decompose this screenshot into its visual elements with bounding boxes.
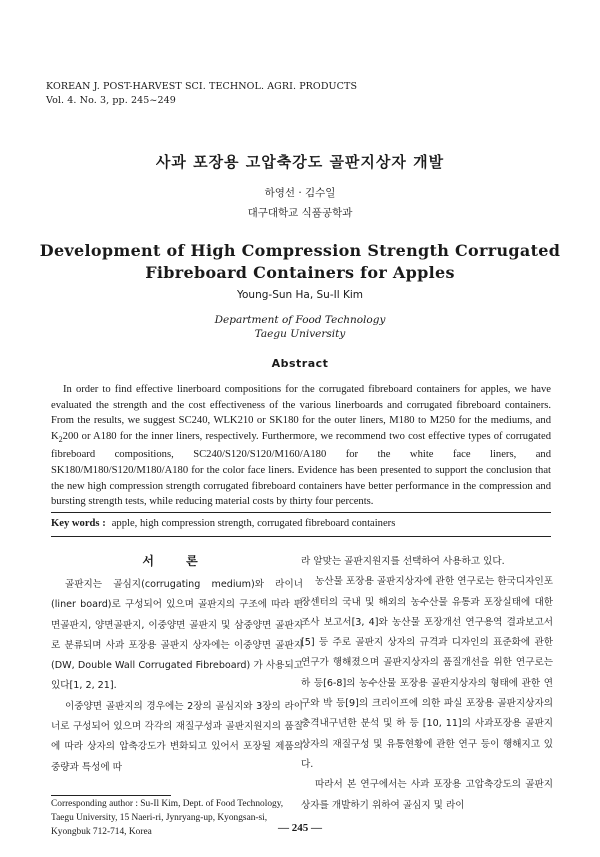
- journal-header: [46, 80, 357, 108]
- keywords: [51, 518, 395, 529]
- intro-right-column: [301, 552, 553, 816]
- keywords-label: Key words :: [51, 518, 106, 529]
- section-heading-intro: 서 론: [142, 554, 212, 568]
- korean-affiliation: 대구대학교 식품공학과: [247, 207, 353, 219]
- abstract-body: [51, 382, 551, 510]
- abstract-subscript: 2: [58, 434, 63, 444]
- abstract-text-part-1: In order to find effective linerboard compositions for the corrugated fibreboard containers for apples, we have evaluated the strength and the cost effectiveness of the various linerboards and corrugated fibreboard containers. From the results, we suggest SC240, WLK210 or SK180 for the outer liners, M180 to M250 for the mediums, and K: [51, 384, 551, 442]
- english-title: [0, 240, 600, 284]
- keywords-top-rule: [51, 512, 551, 513]
- intro-left-column: [51, 575, 303, 778]
- intro-paragraph-1: 골판지는 골심지(corrugating medium)와 라이너(liner board)로 구성되어 있으며 골판지의 구조에 따라 편면골판지, 양면골판지, 이중양면 골판지 및 삼중양면 골판지로 분류되며 사과 포장용 골판지 상자에는 이중양면 골판지(DW, Double Wall Corrugated Fibreboard) 가 사용되고 있다[1, 2, 21].: [51, 579, 303, 692]
- intro-paragraph-4: 따라서 본 연구에서는 사과 포장용 고압축강도의 골판지상자를 개발하기 위하여 골심지 및 라이: [301, 779, 553, 811]
- keywords-bottom-rule: [51, 536, 551, 537]
- korean-title: 사과 포장용 고압축강도 골판지상자 개발: [155, 153, 445, 171]
- journal-volume: Vol. 4. No. 3, pp. 245~249: [46, 95, 176, 106]
- footnote-rule: [51, 795, 171, 796]
- english-title-line-1: Development of High Compression Strength Corrugated: [39, 241, 561, 260]
- korean-authors: 하영선 · 김수일: [264, 187, 336, 199]
- abstract-heading: Abstract: [271, 357, 329, 370]
- page-number: — 245 —: [278, 822, 322, 834]
- journal-name: KOREAN J. POST-HARVEST SCI. TECHNOL. AGRI. PRODUCTS: [46, 81, 358, 92]
- affiliation-university: Taegu University: [254, 328, 346, 340]
- abstract-text-part-2: 200 or A180 for the inner liners, respectively. Furthermore, we recommend two cost effective types of corrugated fibreboard compositions, SC240/S120/S120/M160/A180 for the white face liners, and SK180/M180/S120/M180/A180 for the color face liners. Evidence has been presented to support the conclusion that the new high compression strength corrugated fibreboard containers have better performance in the compression and bursting strength tests, while reducing material costs by thirty four percents.: [51, 430, 551, 508]
- intro-paragraph-3: 농산물 포장용 골판지상자에 관한 연구로는 한국디자인포장센터의 국내 및 해외의 농수산물 유통과 포장실태에 대한 조사 보고서[3, 4]와 농산물 포장개선 연구용역 결과보고서[5] 등 주로 골판지 상자의 규격과 디자인의 표준화에 관한 연구가 행해졌으며 골판지상자의 품질개선을 위한 연구로는 하 등[6-8]의 농수산물 포장용 골판지상자의 형태에 관한 연구와 박 등[9]의 크리이프에 의한 파실 포장용 골판지상자의 충격내구년한 분석 및 하 등 [10, 11]의 사과포장용 골판지상자의 재질구성 및 유통현황에 관한 연구 등이 행해지고 있다.: [301, 576, 553, 770]
- english-authors: Young-Sun Ha, Su-Il Kim: [236, 289, 363, 301]
- keywords-text: apple, high compression strength, corrugated fibreboard containers: [111, 518, 396, 529]
- affiliation-department: Department of Food Technology: [214, 314, 386, 326]
- intro-paragraph-2: 이중양면 골판지의 경우에는 2장의 골심지와 3장의 라이너로 구성되어 있으며 각각의 재질구성과 골판지원지의 품질에 따라 상자의 압축강도가 변화되고 있어서 포장될 제품의 중량과 특성에 따: [51, 700, 303, 773]
- footnote-corresponding-author: Corresponding author : Su-Il Kim, Dept. of Food Technology, Taegu University, 15 Naeri-ri, Jynryang-up, Kyongsan-si, Kyongbuk 712-714, Korea: [51, 799, 284, 837]
- english-title-line-2: Fibreboard Containers for Apples: [145, 263, 455, 282]
- intro-paragraph-continued: 라 알맞는 골판지원지를 선택하여 사용하고 있다.: [301, 556, 505, 567]
- english-affiliation: [0, 313, 600, 341]
